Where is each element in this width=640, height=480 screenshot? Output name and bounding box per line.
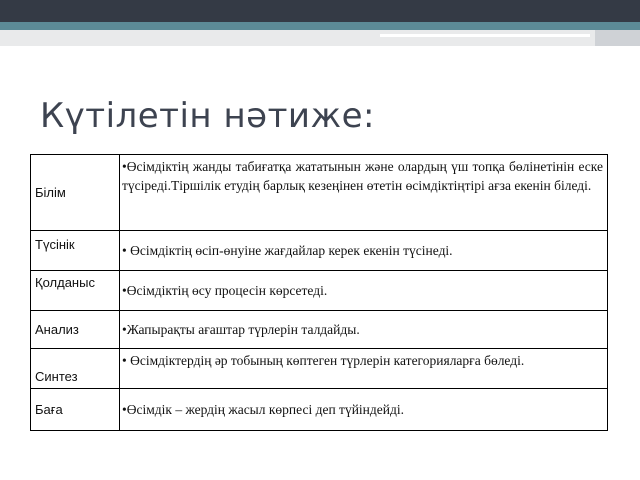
header-band-highlight bbox=[380, 34, 590, 37]
table-row bbox=[31, 271, 608, 311]
row-label: Баға bbox=[31, 389, 120, 431]
row-label: Анализ bbox=[31, 311, 120, 349]
header-band-accent bbox=[0, 22, 640, 30]
table-row bbox=[31, 389, 608, 431]
table-row bbox=[31, 231, 608, 271]
table-row bbox=[31, 349, 608, 389]
row-label: Қолданыс bbox=[31, 271, 120, 311]
header-band-light bbox=[0, 30, 640, 46]
row-description: •Өсімдік – жердің жасыл көрпесі деп түйіндейді. bbox=[120, 389, 608, 431]
row-label: Синтез bbox=[31, 349, 120, 389]
table-row bbox=[31, 155, 608, 231]
row-description: •Өсімдіктің жанды табиғатқа жататынын және олардың үш топқа бөлінетінін еске түсіреді.Тіршілік етудің барлық кезеңінен өтетін өсімдіктіңтірі ағза екенін біледі. bbox=[120, 155, 608, 231]
slide-title: Күтілетін нәтиже: bbox=[40, 96, 376, 136]
row-description: • Өсімдіктің өсіп-өнуіне жағдайлар керек екенін түсінеді. bbox=[120, 231, 608, 271]
row-label: Білім bbox=[31, 155, 120, 231]
table-row bbox=[31, 311, 608, 349]
row-description: •Өсімдіктің өсу процесін көрсетеді. bbox=[120, 271, 608, 311]
header-band-dark bbox=[0, 0, 640, 22]
header-band-corner bbox=[595, 30, 640, 46]
outcomes-table bbox=[30, 154, 608, 431]
row-description: •Жапырақты ағаштар түрлерін талдайды. bbox=[120, 311, 608, 349]
row-description: • Өсімдіктердің әр тобының көптеген түрлерін категорияларға бөледі. bbox=[120, 349, 608, 389]
row-label: Түсінік bbox=[31, 231, 120, 271]
